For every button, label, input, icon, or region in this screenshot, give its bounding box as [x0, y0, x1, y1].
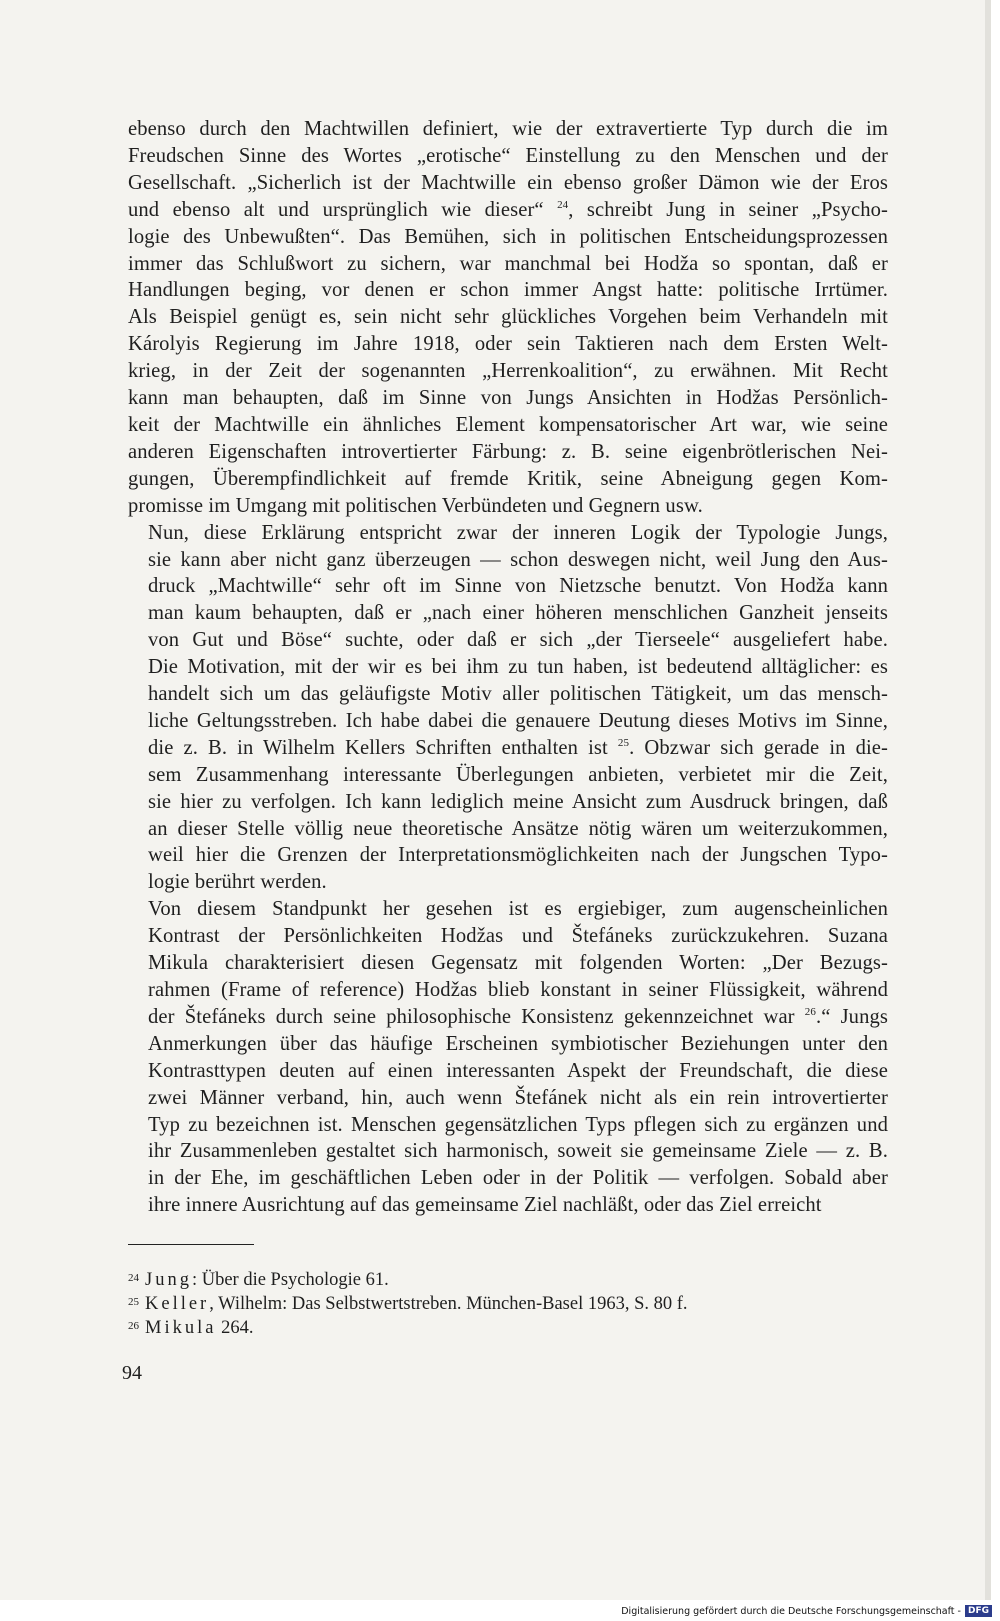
footnote-author: Keller [145, 1294, 210, 1314]
text-line: man kaum behaupten, daß er „nach einer höheren menschlichen Ganzheit jenseits [148, 602, 888, 625]
text-line: Freudschen Sinne des Wortes „erotische“ Einstellung zu den Menschen und der [128, 144, 888, 167]
text-line: der Štefáneks durch seine philosophische Konsistenz gekennzeichnet war $^{26}$.“ Jungs [148, 1005, 888, 1028]
text-line: Handlungen beging, vor denen er schon immer Angst hatte: politische Irrtümer. [128, 279, 888, 302]
text-line: in der Ehe, im geschäftlichen Leben oder in der Politik — verfolgen. Sobald aber [148, 1167, 888, 1190]
footnote-26 [128, 1316, 888, 1340]
text-line: Typ zu bezeichnen ist. Menschen gegensätzlichen Typs pflegen sich zu ergänzen und [148, 1113, 888, 1136]
text-line: Die Motivation, mit der wir es bei ihm zu tun haben, ist bedeutend alltäglicher: es [148, 656, 888, 679]
credit-text: Digitalisierung gefördert durch die Deutsche Forschungsgemeinschaft - [621, 1605, 961, 1617]
text-line: ebenso durch den Machtwillen definiert, wie der extravertierte Typ durch die im [128, 118, 888, 140]
digitization-credit [621, 1605, 992, 1617]
text-line: Anmerkungen über das häufige Erscheinen symbiotischer Beziehungen unter den [148, 1032, 888, 1055]
text-line: Kontrasttypen deuten auf einen interessanten Aspekt der Freundschaft, die diese [148, 1059, 888, 1082]
text-line: promisse im Umgang mit politischen Verbündeten und Gegnern usw. [128, 494, 703, 517]
text-line: ihr Zusammenleben gestaltet sich harmonisch, soweit sie gemeinsame Ziele — z. B. [148, 1140, 888, 1163]
footnote-number: 26 [128, 1320, 139, 1332]
footnote-author: Jung [145, 1270, 192, 1290]
text-line: Nun, diese Erklärung entspricht zwar der inneren Logik der Typologie Jungs, [148, 521, 888, 544]
text-line: Als Beispiel genügt es, sein nicht sehr glückliches Vorgehen beim Verhandeln mit [128, 306, 888, 329]
document-body [128, 116, 888, 1219]
footnote-text: , Wilhelm: Das Selbstwertstreben. München-Basel 1963, S. 80 f. [209, 1294, 688, 1314]
footnote-separator [128, 1244, 254, 1245]
text-line: keit der Machtwille ein ähnliches Element kompensatorischer Art war, wie seine [128, 413, 888, 436]
footnote-number: 24 [128, 1272, 139, 1284]
text-line: liche Geltungsstreben. Ich habe dabei die genauere Deutung dieses Motivs im Sinne, [148, 709, 888, 732]
text-line: sie kann aber nicht ganz überzeugen — schon deswegen nicht, weil Jung den Aus- [148, 548, 888, 571]
text-line: sem Zusammenhang interessante Überlegungen anbieten, verbietet mir die Zeit, [148, 763, 888, 786]
footnote-25 [128, 1292, 888, 1316]
text-line: logie des Unbewußten“. Das Bemühen, sich in politischen Entscheidungsprozessen [128, 225, 888, 248]
footnote-text: 264. [216, 1318, 254, 1338]
text-line: immer das Schlußwort zu sichern, war manchmal bei Hodža so spontan, daß er [128, 252, 888, 275]
footnote-author: Mikula [145, 1318, 217, 1338]
text-line: anderen Eigenschaften introvertierter Färbung: z. B. seine eigenbrötlerischen Nei- [128, 440, 888, 463]
paragraph-3 [128, 896, 888, 1219]
text-line: weil hier die Grenzen der Interpretationsmöglichkeiten nach der Jungschen Typo- [148, 844, 888, 867]
text-line: Károlyis Regierung im Jahre 1918, oder sein Taktieren nach dem Ersten Welt- [128, 333, 888, 356]
paragraph-1 [128, 116, 888, 520]
text-line: von Gut und Böse“ suchte, oder daß er sich „der Tierseele“ ausgeliefert habe. [148, 629, 888, 652]
footnote-text: : Über die Psychologie 61. [191, 1270, 389, 1290]
text-line: rahmen (Frame of reference) Hodžas blieb konstant in seiner Flüssigkeit, während [148, 979, 888, 1001]
footnote-number: 25 [128, 1296, 139, 1308]
dfg-logo: DFG [965, 1605, 992, 1617]
text-line: kann man behaupten, daß im Sinne von Jungs Ansichten in Hodžas Persönlich- [128, 387, 888, 410]
text-line: logie berührt werden. [148, 871, 327, 894]
text-line: ihre innere Ausrichtung auf das gemeinsame Ziel nachläßt, oder das Ziel erreicht [148, 1194, 822, 1217]
text-line: gungen, Überempfindlichkeit auf fremde Kritik, seine Abneigung gegen Kom- [128, 467, 888, 490]
text-line: und ebenso alt und ursprünglich wie dieser“ $^{24}$, schreibt Jung in seiner „Psycho- [128, 198, 888, 221]
text-line: krieg, in der Zeit der sogenannten „Herrenkoalition“, zu erwähnen. Mit Recht [128, 360, 888, 383]
text-line: Von diesem Standpunkt her gesehen ist es ergiebiger, zum augenscheinlichen [148, 898, 888, 921]
footnotes [128, 1268, 888, 1340]
text-line: druck „Machtwille“ sehr oft im Sinne von Nietzsche benutzt. Von Hodža kann [148, 575, 888, 598]
text-line: an dieser Stelle völlig neue theoretische Ansätze nötig wären um weiterzukommen, [148, 817, 888, 840]
text-line: handelt sich um das geläufigste Motiv aller politischen Tätigkeit, um das mensch- [148, 683, 888, 706]
text-line: Mikula charakterisiert diesen Gegensatz mit folgenden Worten: „Der Bezugs- [148, 952, 888, 975]
text-line: die z. B. in Wilhelm Kellers Schriften enthalten ist $^{25}$. Obzwar sich gerade in die- [148, 736, 888, 759]
text-line: Gesellschaft. „Sicherlich ist der Machtwille ein ebenso großer Dämon wie der Eros [128, 171, 888, 194]
paragraph-2 [128, 520, 888, 897]
page-number: 94 [122, 1362, 142, 1384]
text-line: Kontrast der Persönlichkeiten Hodžas und Štefáneks zurückzukehren. Suzana [148, 925, 888, 948]
text-line: sie hier zu verfolgen. Ich kann lediglich meine Ansicht zum Ausdruck bringen, daß [148, 790, 888, 813]
footnote-24 [128, 1268, 888, 1292]
text-line: zwei Männer verband, hin, auch wenn Štefánek nicht als ein rein introvertierter [148, 1086, 888, 1109]
